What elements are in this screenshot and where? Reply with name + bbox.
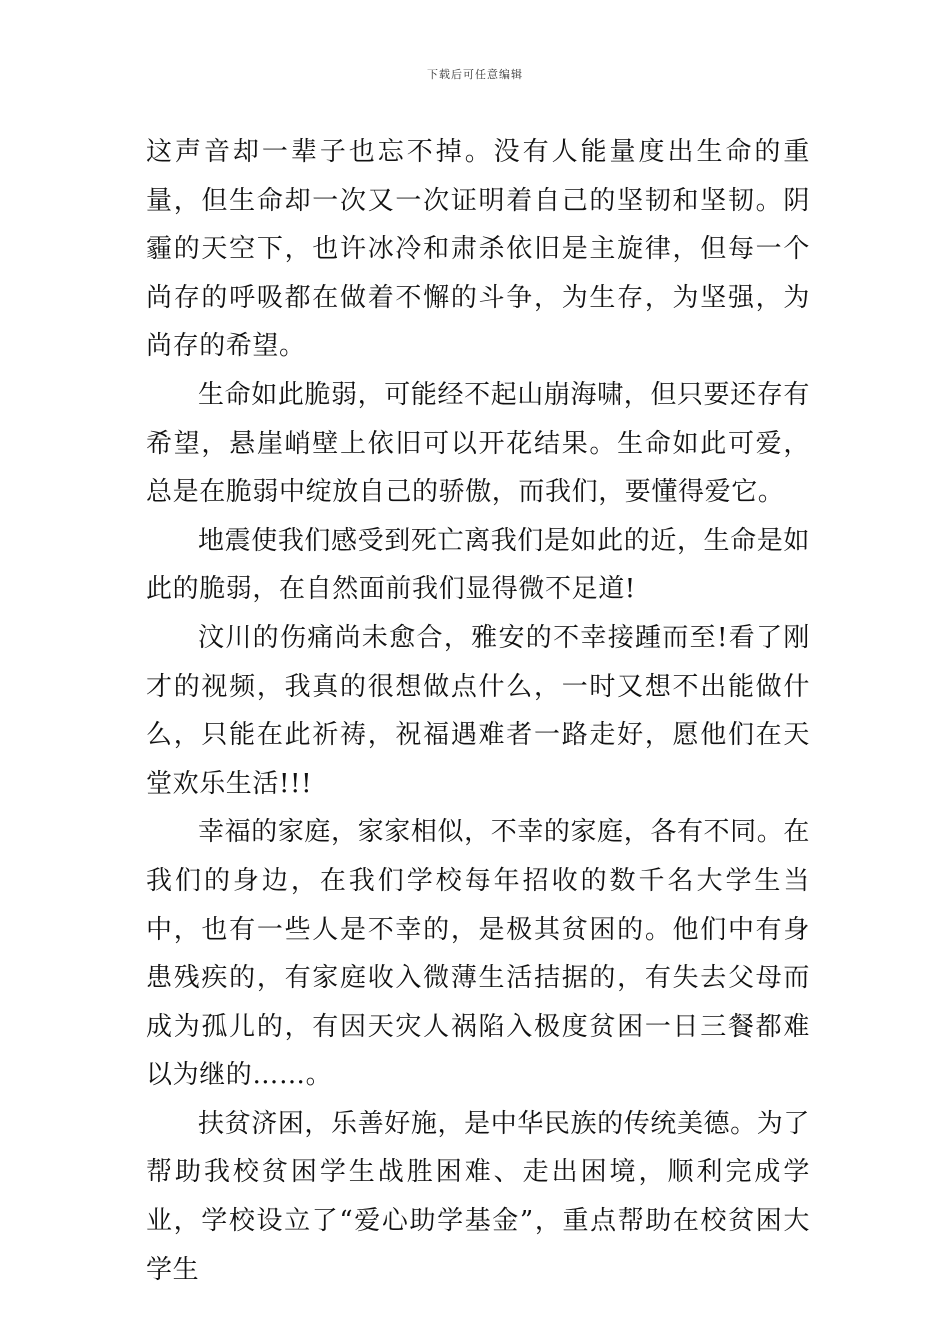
paragraph: 幸福的家庭，家家相似，不幸的家庭，各有不同。在我们的身边，在我们学校每年招收的数千名大学生当中，也有一些人是不幸的，是极其贫困的。他们中有身患残疾的，有家庭收入微薄生活拮据的，有失去父母而成为孤儿的，有因天灾人祸陷入极度贫困一日三餐都难以为继的……。 [146,817,810,1091]
paragraph: 地震使我们感受到死亡离我们是如此的近，生命是如此的脆弱，在自然面前我们显得微不足道! [146,525,810,605]
paragraph: 这声音却一辈子也忘不掉。没有人能量度出生命的重量，但生命却一次又一次证明着自己的坚韧和坚韧。阴霾的天空下，也许冰冷和肃杀依旧是主旋律，但每一个尚存的呼吸都在做着不懈的斗争，为生存，为坚强，为尚存的希望。 [146,137,810,362]
paragraph: 扶贫济困，乐善好施，是中华民族的传统美德。为了帮助我校贫困学生战胜困难、走出困境，顺利完成学业，学校设立了“爱心助学基金”，重点帮助在校贫困大学生 [146,1108,810,1285]
document-body [146,128,810,1294]
header-note: 下载后可任意编辑 [427,68,523,81]
paragraph: 汶川的伤痛尚未愈合，雅安的不幸接踵而至!看了刚才的视频，我真的很想做点什么，一时又想不出能做什么，只能在此祈祷，祝福遇难者一路走好，愿他们在天堂欢乐生活!!! [146,622,810,799]
paragraph: 生命如此脆弱，可能经不起山崩海啸，但只要还存有希望，悬崖峭壁上依旧可以开花结果。生命如此可爱，总是在脆弱中绽放自己的骄傲，而我们，要懂得爱它。 [146,379,810,508]
